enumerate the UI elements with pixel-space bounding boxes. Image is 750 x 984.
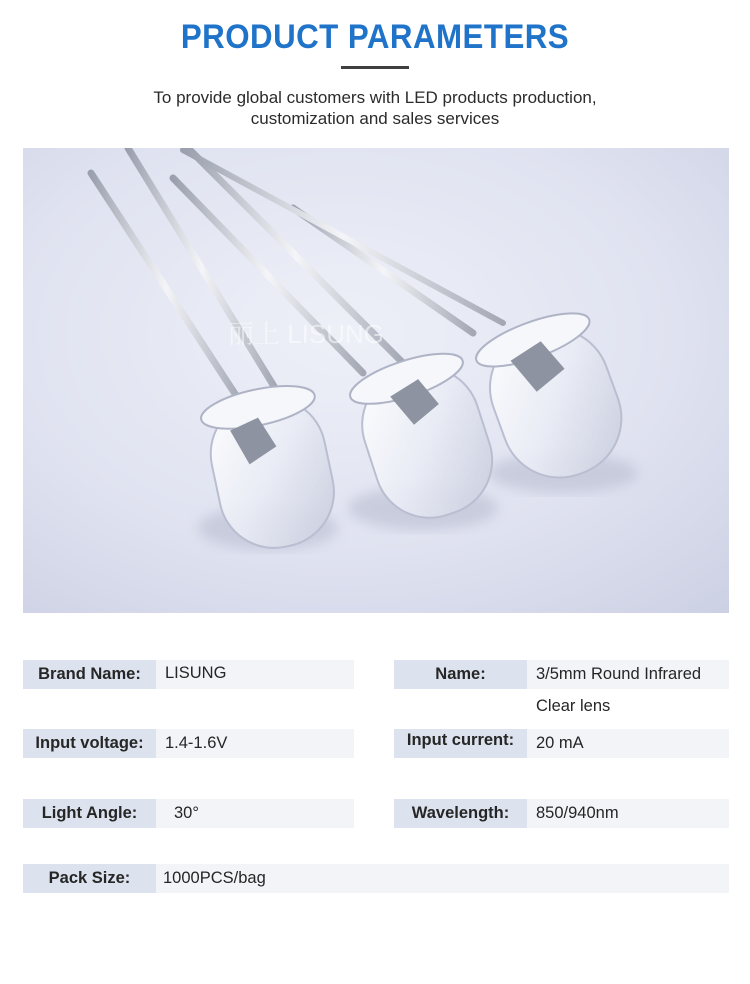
name-value-line-2: Clear lens bbox=[536, 697, 611, 715]
name-label: Name: bbox=[394, 660, 527, 689]
subtitle-line-1: To provide global customers with LED products production, bbox=[153, 88, 597, 107]
wavelength-label: Wavelength: bbox=[394, 799, 527, 828]
brand-name-label: Brand Name: bbox=[23, 660, 156, 689]
light-angle-value: 30° bbox=[156, 799, 354, 828]
input-current-value: 20 mA bbox=[527, 729, 729, 758]
title-underline bbox=[341, 66, 409, 69]
light-angle-label: Light Angle: bbox=[23, 799, 156, 828]
pack-size-value: 1000PCS/bag bbox=[156, 864, 729, 893]
watermark-text: 丽上 LISUNG bbox=[228, 319, 385, 349]
input-current-label: Input current: bbox=[394, 729, 527, 758]
input-voltage-label: Input voltage: bbox=[23, 729, 156, 758]
brand-name-value: LISUNG bbox=[156, 660, 354, 689]
wavelength-value: 850/940nm bbox=[527, 799, 729, 828]
subtitle-line-2: customization and sales services bbox=[250, 109, 500, 128]
input-voltage-value: 1.4-1.6V bbox=[156, 729, 354, 758]
page-title: PRODUCT PARAMETERS bbox=[180, 18, 570, 56]
name-value-line-1: 3/5mm Round Infrared bbox=[527, 660, 729, 689]
pack-size-label: Pack Size: bbox=[23, 864, 156, 893]
product-photo bbox=[23, 148, 729, 613]
